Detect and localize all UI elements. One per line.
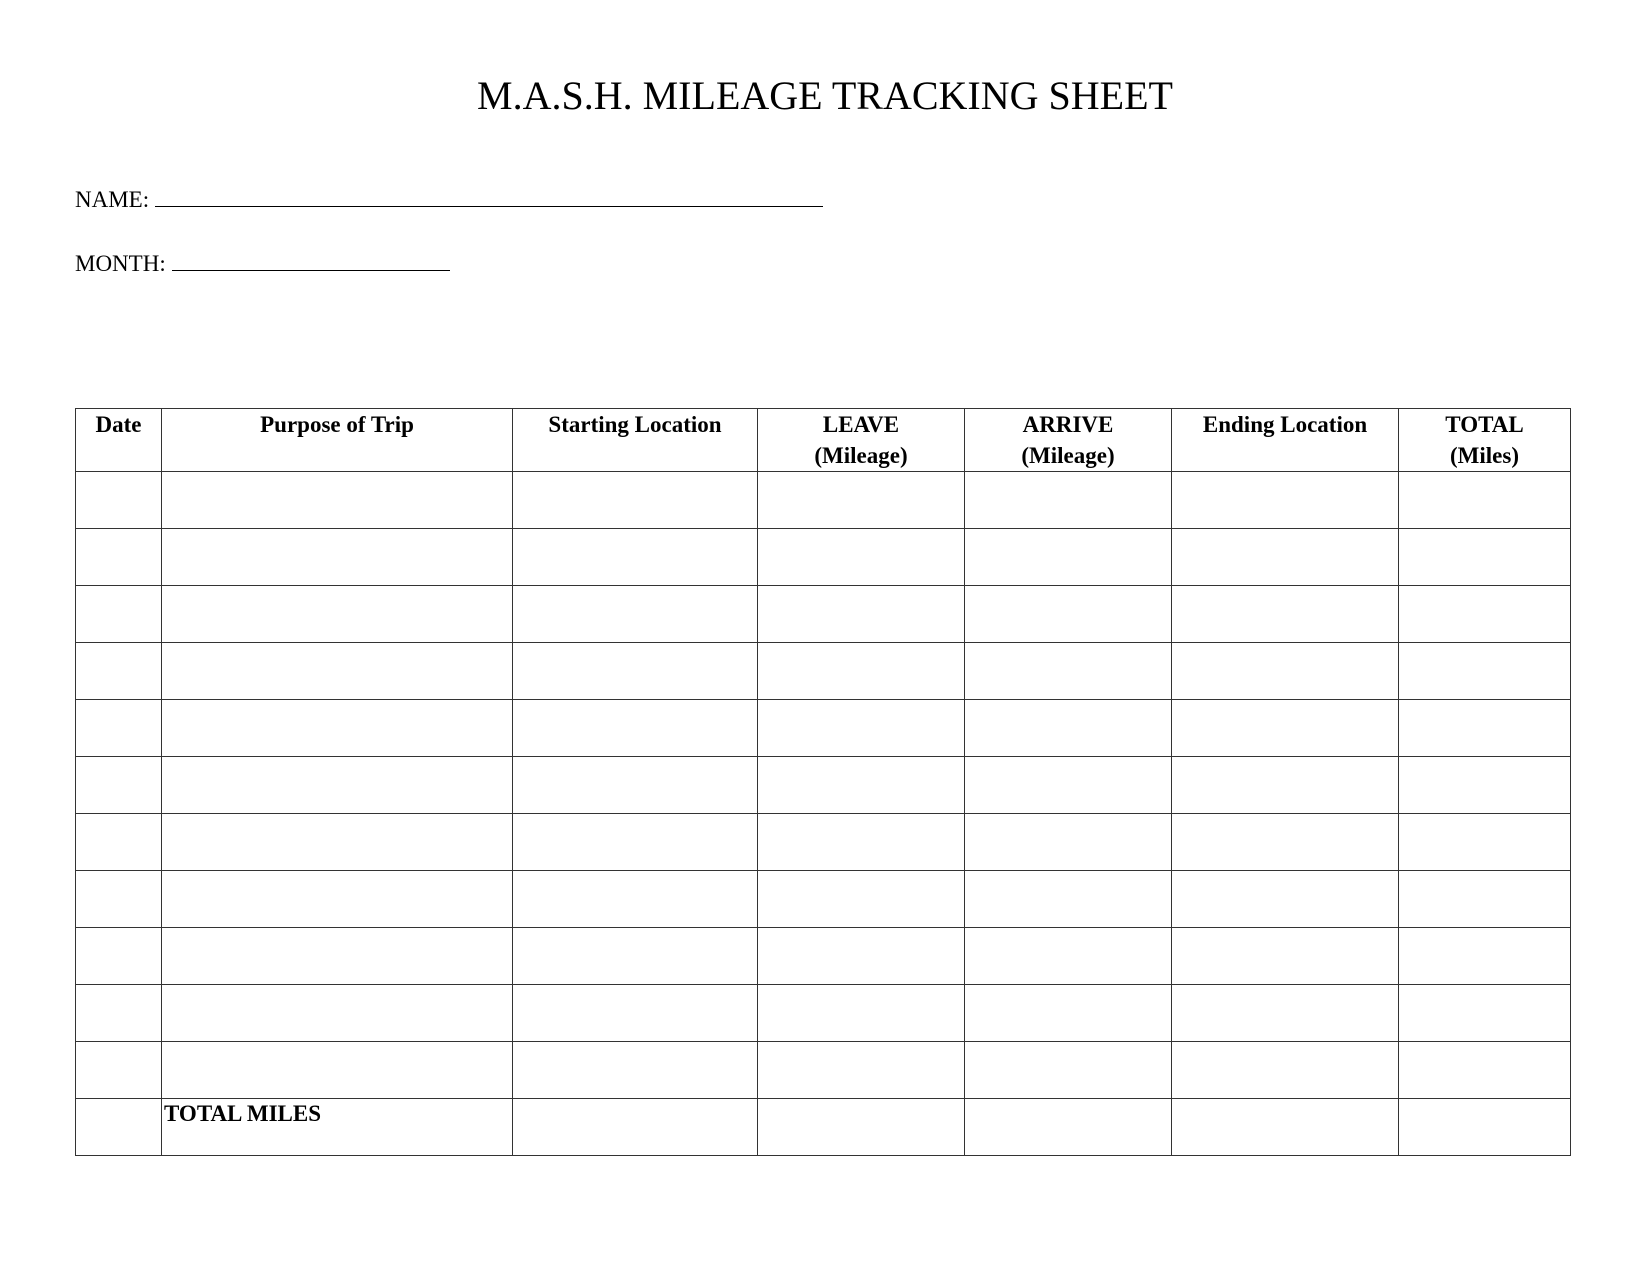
name-field	[75, 186, 823, 214]
cell-arrive[interactable]	[965, 814, 1172, 871]
cell-purpose[interactable]	[162, 586, 513, 643]
cell-leave[interactable]	[758, 643, 965, 700]
cell-leave[interactable]	[758, 700, 965, 757]
cell-starting-location[interactable]	[513, 814, 758, 871]
header-total: TOTAL (Miles)	[1399, 409, 1571, 472]
cell-starting-location[interactable]	[513, 871, 758, 928]
cell-ending-location[interactable]	[1172, 529, 1399, 586]
cell-total[interactable]	[1399, 985, 1571, 1042]
cell-total[interactable]	[1399, 1042, 1571, 1099]
cell-ending-location[interactable]	[1172, 1042, 1399, 1099]
mileage-table	[75, 408, 1571, 1156]
cell-arrive[interactable]	[965, 985, 1172, 1042]
cell-arrive[interactable]	[965, 757, 1172, 814]
total-label-cell	[162, 1099, 513, 1156]
cell-starting-location[interactable]	[513, 529, 758, 586]
header-purpose: Purpose of Trip	[162, 409, 513, 472]
total-miles-label: TOTAL MILES	[164, 1101, 322, 1126]
total-leave-cell[interactable]	[758, 1099, 965, 1156]
cell-starting-location[interactable]	[513, 928, 758, 985]
cell-leave[interactable]	[758, 985, 965, 1042]
cell-total[interactable]	[1399, 529, 1571, 586]
cell-leave[interactable]	[758, 757, 965, 814]
cell-leave[interactable]	[758, 928, 965, 985]
cell-purpose[interactable]	[162, 472, 513, 529]
header-date: Date	[76, 409, 162, 472]
cell-leave[interactable]	[758, 586, 965, 643]
table-header-row	[76, 409, 1571, 472]
cell-date[interactable]	[76, 643, 162, 700]
cell-leave[interactable]	[758, 1042, 965, 1099]
cell-total[interactable]	[1399, 586, 1571, 643]
cell-date[interactable]	[76, 871, 162, 928]
table-row	[76, 529, 1571, 586]
cell-arrive[interactable]	[965, 529, 1172, 586]
cell-date[interactable]	[76, 529, 162, 586]
cell-arrive[interactable]	[965, 871, 1172, 928]
cell-leave[interactable]	[758, 472, 965, 529]
cell-date[interactable]	[76, 814, 162, 871]
table-row	[76, 643, 1571, 700]
cell-total[interactable]	[1399, 757, 1571, 814]
cell-purpose[interactable]	[162, 757, 513, 814]
header-starting-location: Starting Location	[513, 409, 758, 472]
cell-starting-location[interactable]	[513, 643, 758, 700]
header-leave: LEAVE (Mileage)	[758, 409, 965, 472]
cell-starting-location[interactable]	[513, 1042, 758, 1099]
table-row	[76, 1042, 1571, 1099]
cell-purpose[interactable]	[162, 529, 513, 586]
cell-starting-location[interactable]	[513, 586, 758, 643]
total-miles-cell[interactable]	[1399, 1099, 1571, 1156]
month-field	[75, 250, 450, 278]
cell-leave[interactable]	[758, 529, 965, 586]
cell-purpose[interactable]	[162, 700, 513, 757]
table-row	[76, 757, 1571, 814]
cell-ending-location[interactable]	[1172, 985, 1399, 1042]
month-label: MONTH:	[75, 251, 166, 276]
cell-date[interactable]	[76, 700, 162, 757]
cell-arrive[interactable]	[965, 586, 1172, 643]
cell-date[interactable]	[76, 472, 162, 529]
cell-ending-location[interactable]	[1172, 700, 1399, 757]
table-body	[76, 472, 1571, 1099]
cell-starting-location[interactable]	[513, 757, 758, 814]
cell-arrive[interactable]	[965, 700, 1172, 757]
cell-purpose[interactable]	[162, 985, 513, 1042]
cell-starting-location[interactable]	[513, 472, 758, 529]
cell-purpose[interactable]	[162, 871, 513, 928]
cell-date[interactable]	[76, 985, 162, 1042]
table-row	[76, 700, 1571, 757]
table-row	[76, 814, 1571, 871]
table-row	[76, 985, 1571, 1042]
cell-total[interactable]	[1399, 700, 1571, 757]
cell-total[interactable]	[1399, 472, 1571, 529]
cell-ending-location[interactable]	[1172, 586, 1399, 643]
total-date-cell[interactable]	[76, 1099, 162, 1156]
table-row	[76, 586, 1571, 643]
total-ending-cell[interactable]	[1172, 1099, 1399, 1156]
header-ending-location: Ending Location	[1172, 409, 1399, 472]
document-title: M.A.S.H. MILEAGE TRACKING SHEET	[477, 73, 1173, 118]
table-row	[76, 871, 1571, 928]
cell-date[interactable]	[76, 586, 162, 643]
cell-total[interactable]	[1399, 814, 1571, 871]
cell-date[interactable]	[76, 1042, 162, 1099]
cell-date[interactable]	[76, 757, 162, 814]
cell-total[interactable]	[1399, 643, 1571, 700]
cell-arrive[interactable]	[965, 1042, 1172, 1099]
cell-ending-location[interactable]	[1172, 643, 1399, 700]
table-row	[76, 928, 1571, 985]
cell-ending-location[interactable]	[1172, 757, 1399, 814]
cell-arrive[interactable]	[965, 472, 1172, 529]
month-blank-line[interactable]	[172, 252, 450, 271]
cell-purpose[interactable]	[162, 928, 513, 985]
cell-total[interactable]	[1399, 871, 1571, 928]
cell-purpose[interactable]	[162, 814, 513, 871]
total-arrive-cell[interactable]	[965, 1099, 1172, 1156]
cell-purpose[interactable]	[162, 1042, 513, 1099]
header-arrive: ARRIVE (Mileage)	[965, 409, 1172, 472]
total-miles-row	[76, 1099, 1571, 1156]
cell-total[interactable]	[1399, 928, 1571, 985]
total-starting-cell[interactable]	[513, 1099, 758, 1156]
cell-leave[interactable]	[758, 814, 965, 871]
cell-ending-location[interactable]	[1172, 928, 1399, 985]
cell-purpose[interactable]	[162, 643, 513, 700]
cell-arrive[interactable]	[965, 928, 1172, 985]
cell-leave[interactable]	[758, 871, 965, 928]
table-row	[76, 472, 1571, 529]
cell-starting-location[interactable]	[513, 700, 758, 757]
name-blank-line[interactable]	[155, 188, 823, 207]
cell-starting-location[interactable]	[513, 985, 758, 1042]
cell-arrive[interactable]	[965, 643, 1172, 700]
cell-ending-location[interactable]	[1172, 814, 1399, 871]
cell-date[interactable]	[76, 928, 162, 985]
name-label: NAME:	[75, 187, 150, 212]
cell-ending-location[interactable]	[1172, 472, 1399, 529]
cell-ending-location[interactable]	[1172, 871, 1399, 928]
